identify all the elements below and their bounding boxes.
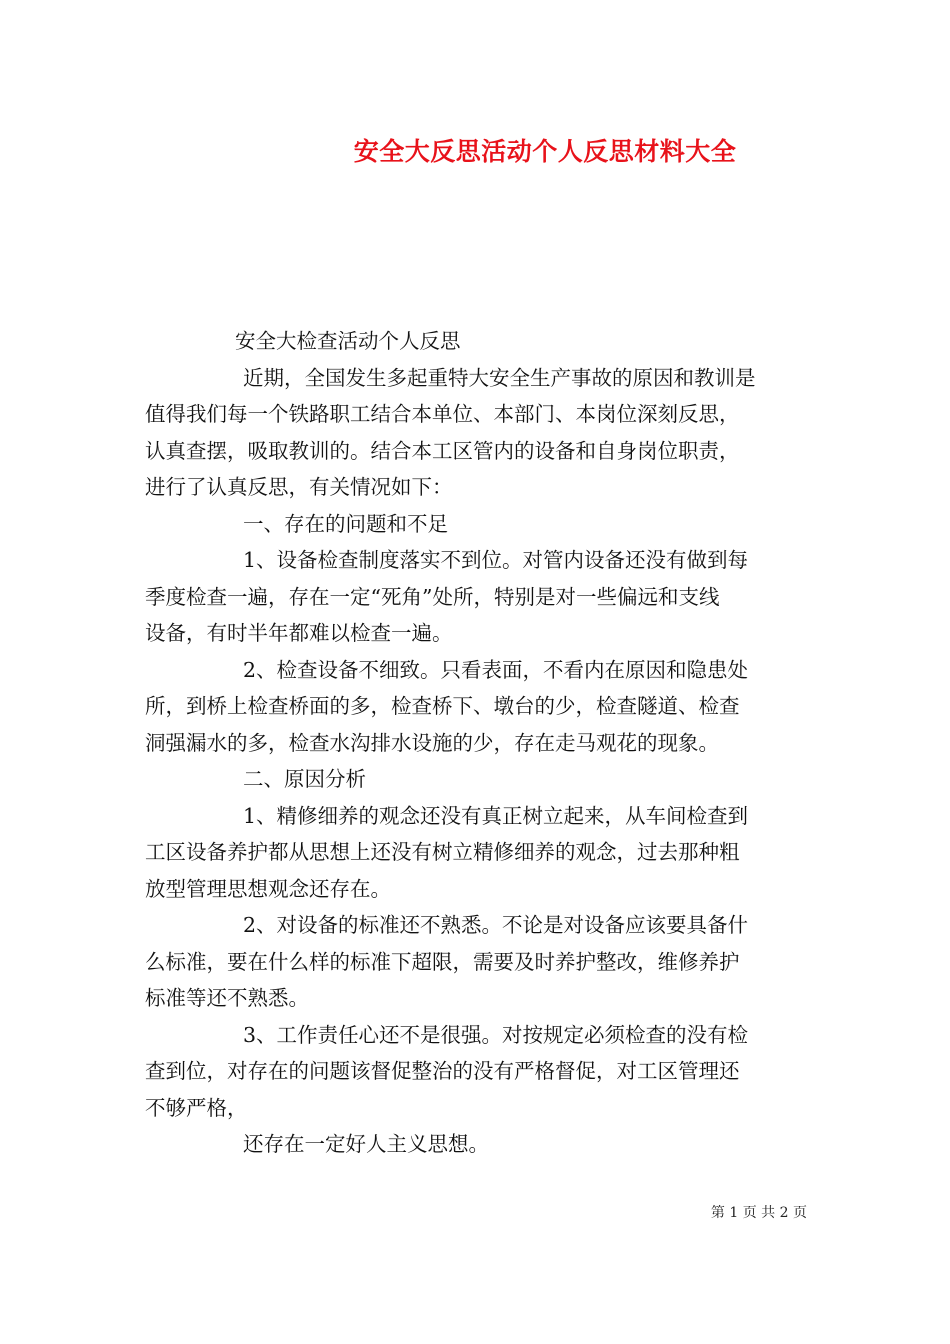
paragraph-line: 认真查摆，吸取教训的。结合本工区管内的设备和自身岗位职责， — [145, 438, 740, 463]
page-number: 第 1 页 共 2 页 — [710, 1205, 807, 1221]
section-heading: 一、存在的问题和不足 — [243, 511, 448, 536]
paragraph-line: 2、对设备的标准还不熟悉。不论是对设备应该要具备什 — [243, 913, 749, 937]
section-heading: 二、原因分析 — [243, 767, 366, 791]
paragraph-line: 季度检查一遍，存在一定“死角”处所，特别是对一些偏远和支线 — [145, 584, 720, 609]
document-title: 安全大反思活动个人反思材料大全 — [353, 137, 737, 166]
paragraph-line: 进行了认真反思，有关情况如下： — [145, 475, 453, 499]
paragraph-line: 值得我们每一个铁路职工结合本单位、本部门、本岗位深刻反思， — [145, 402, 740, 426]
paragraph-line: 查到位，对存在的问题该督促整治的没有严格督促，对工区管理还 — [145, 1059, 740, 1083]
document-body — [145, 323, 810, 1163]
paragraph-line: 工区设备养护都从思想上还没有树立精修细养的观念，过去那种粗 — [145, 840, 740, 864]
paragraph-line: 洞强漏水的多，检查水沟排水设施的少，存在走马观花的现象。 — [145, 730, 719, 755]
paragraph-line: 1、设备检查制度落实不到位。对管内设备还没有做到每 — [243, 548, 749, 572]
paragraph-line: 还存在一定好人主义思想。 — [243, 1132, 489, 1156]
paragraph-line: 放型管理思想观念还存在。 — [145, 876, 391, 901]
paragraph-line: 近期，全国发生多起重特大安全生产事故的原因和教训是 — [243, 365, 756, 390]
paragraph-line: 1、精修细养的观念还没有真正树立起来，从车间检查到 — [243, 803, 749, 828]
paragraph-line: 2、检查设备不细致。只看表面，不看内在原因和隐患处 — [243, 657, 749, 682]
paragraph-line: 不够严格， — [145, 1095, 248, 1120]
paragraph-line: 所，到桥上检查桥面的多，检查桥下、墩台的少，检查隧道、检查 — [145, 694, 740, 718]
paragraph-line: 标准等还不熟悉。 — [145, 986, 309, 1010]
section-subtitle: 安全大检查活动个人反思 — [235, 329, 461, 353]
paragraph-line: 么标准，要在什么样的标准下超限，需要及时养护整改，维修养护 — [145, 949, 740, 974]
paragraph-line: 设备，有时半年都难以检查一遍。 — [145, 621, 453, 645]
paragraph-line: 3、工作责任心还不是很强。对按规定必须检查的没有检 — [243, 1022, 749, 1047]
